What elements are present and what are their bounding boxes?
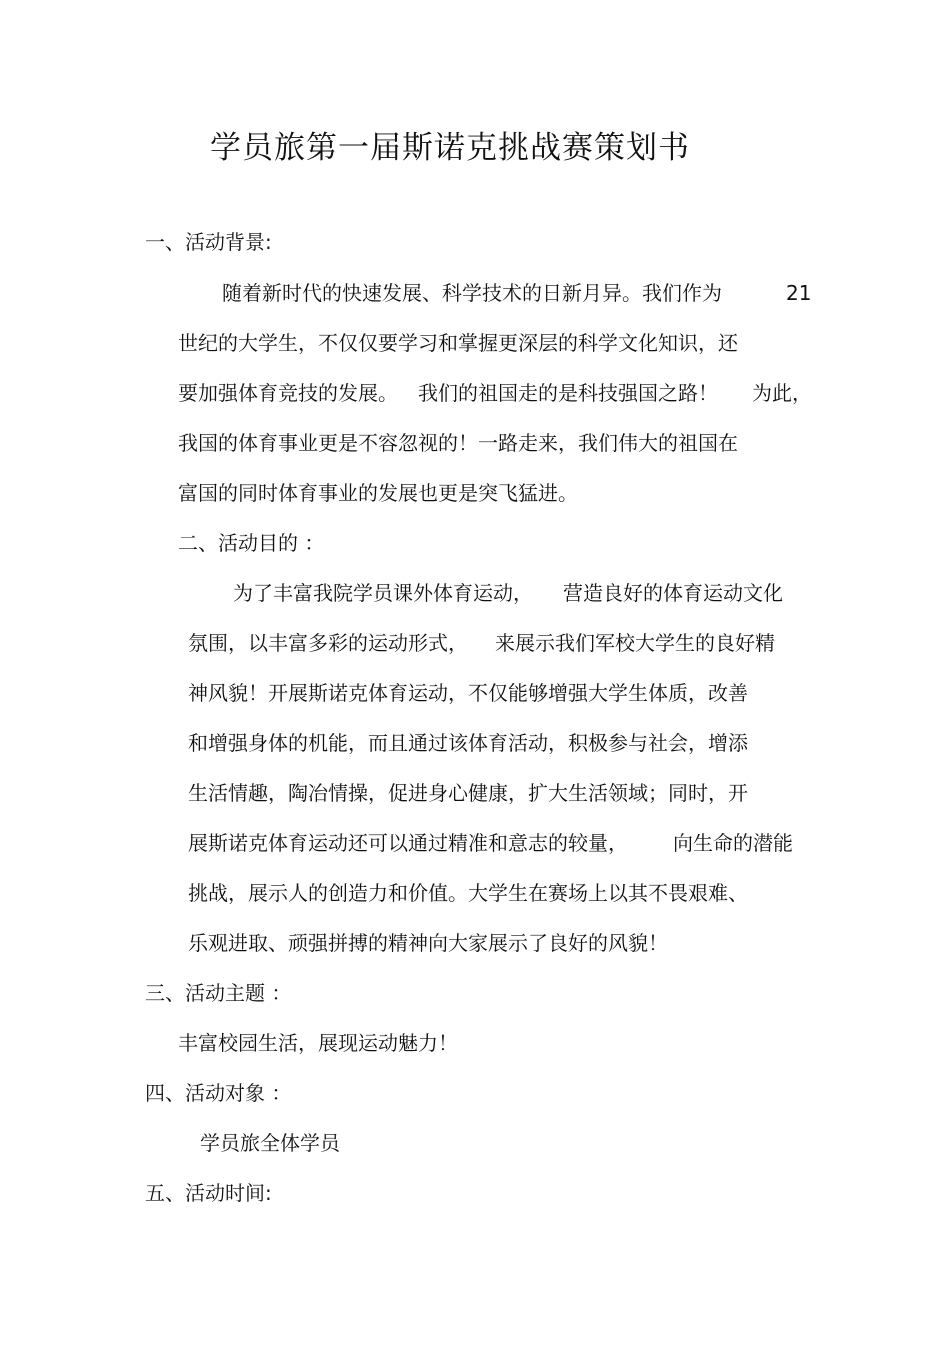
text-run: 随着新时代的快速发展、科学技术的日新月异。我们作为 [222,281,722,305]
section-1-line-1 [222,279,722,307]
section-2-heading: 二、活动目的 ： [178,531,325,555]
section-2-line-4: 和增强身体的机能，而且通过该体育活动，积极参与社会，增添 [188,731,748,755]
section-1-line-5: 富国的同时体育事业的发展也更是突飞猛进。 [178,481,578,505]
document-title: 学员旅第一届斯诺克挑战赛策划书 [210,130,690,166]
section-3-content: 丰富校园生活，展现运动魅力！ [178,1031,458,1055]
section-2-line-8: 乐观进取、顽强拼搏的精神向大家展示了良好的风貌！ [188,931,668,955]
section-2-line-5: 生活情趣，陶冶情操，促进身心健康，扩大生活领域；同时，开 [188,781,748,805]
section-4-content: 学员旅全体学员 [200,1131,340,1155]
section-5-heading: 五、活动时间: [145,1181,272,1205]
section-2-line-2-end: 来展示我们军校大学生的良好精 [495,631,775,655]
section-1-line-3 [178,379,718,407]
text-run: 我们的祖国走的是科技强国之路！ [418,381,718,405]
section-3-heading: 三、活动主题 ： [145,981,292,1005]
section-1-line-3-end: 为此， [752,381,812,405]
section-1-line-1-number: 21 [786,281,812,305]
section-2-line-3: 神风貌！开展斯诺克体育运动，不仅能够增强大学生体质，改善 [188,681,748,705]
text-run: 要加强体育竞技的发展。 [178,381,398,405]
section-2-line-6: 展斯诺克体育运动还可以通过精准和意志的较量， [188,831,628,855]
section-2-line-2: 氛围，以丰富多彩的运动形式， [188,631,468,655]
section-1-line-4: 我国的体育事业更是不容忽视的！一路走来，我们伟大的祖国在 [178,431,738,455]
section-4-heading: 四、活动对象 ： [145,1081,292,1105]
section-2-line-7: 挑战，展示人的创造力和价值。大学生在赛场上以其不畏艰难、 [188,881,748,905]
section-1-line-2: 世纪的大学生，不仅仅要学习和掌握更深层的科学文化知识，还 [178,331,738,355]
section-1-heading: 一、活动背景: [145,230,272,254]
section-2-line-1-end: 营造良好的体育运动文化 [563,581,783,605]
section-2-line-1: 为了丰富我院学员课外体育运动， [233,581,533,605]
section-2-line-6-end: 向生命的潜能 [673,831,793,855]
